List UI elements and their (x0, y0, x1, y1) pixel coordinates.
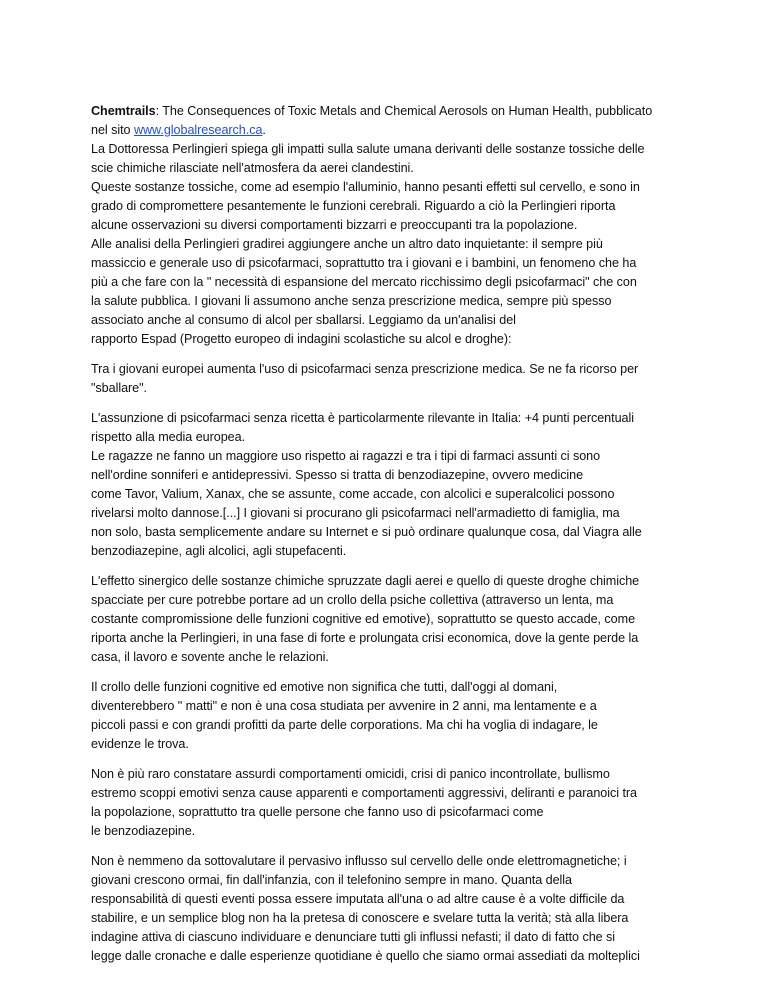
text-line: indagine attiva di ciascuno individuare e denunciare tutti gli influssi nefasti; il dato di fatto che si (91, 930, 616, 944)
text-line: costante compromissione delle funzioni cognitive ed emotive), soprattutto se questo accade, come (91, 612, 636, 626)
text-line: Queste sostanze tossiche, come ad esempio l'alluminio, hanno pesanti effetti sul cervello, e sono in (91, 180, 640, 194)
text-line: Il crollo delle funzioni cognitive ed emotive non significa che tutti, dall'oggi al domani, (91, 680, 558, 694)
text-line: associato anche al consumo di alcol per sballarsi. Leggiamo da un'analisi del (91, 313, 516, 327)
text-line: La Dottoressa Perlingieri spiega gli impatti sulla salute umana derivanti delle sostanze tossiche delle (91, 142, 645, 156)
text-line: Non è più raro constatare assurdi comportamenti omicidi, crisi di panico incontrollate, bullismo (91, 767, 610, 781)
paragraph-gap (91, 349, 681, 360)
text-line: diventerebbero " matti" e non è una cosa studiata per avvenire in 2 anni, ma lentamente e a (91, 699, 597, 713)
text-line: estremo scoppi emotivi senza cause apparenti e comportamenti aggressivi, deliranti e paranoici tra (91, 786, 638, 800)
paragraph-synergy (91, 572, 681, 667)
text-line: scie chimiche rilasciate nell'atmosfera da aerei clandestini. (91, 161, 414, 175)
text-line: la salute pubblica. I giovani li assumono anche senza prescrizione medica, sempre più spesso (91, 294, 612, 308)
text-line: la popolazione, soprattutto tra quelle persone che fanno uso di psicofarmaci come (91, 805, 544, 819)
text-line: Tra i giovani europei aumenta l'uso di psicofarmaci senza prescrizione medica. Se ne fa ricorso per (91, 362, 639, 376)
paragraph-gap (91, 398, 681, 409)
text-line: grado di compromettere pesantemente le funzioni cerebrali. Riguardo a ciò la Perlingieri riporta (91, 199, 616, 213)
paragraph-electromagnetic (91, 852, 681, 966)
text-line: nell'ordine sonniferi e antidepressivi. Spesso si tratta di benzodiazepine, ovvero medicine (91, 468, 584, 482)
text-line: "sballare". (91, 381, 147, 395)
text-line: alcune osservazioni su diversi comportamenti bizzarri e preoccupanti tra la popolazione. (91, 218, 578, 232)
text-line: Le ragazze ne fanno un maggiore uso rispetto ai ragazzi e tra i tipi di farmaci assunti ci sono (91, 449, 601, 463)
paragraph-gap (91, 667, 681, 678)
text-line: L'effetto sinergico delle sostanze chimiche spruzzate dagli aerei e quello di queste droghe chimiche (91, 574, 640, 588)
text-line: evidenze le trova. (91, 737, 189, 751)
paragraph-gap (91, 841, 681, 852)
text-line (91, 121, 681, 140)
document-body (91, 102, 681, 966)
text-line: più a che fare con la " necessità di espansione del mercato ricchissimo degli psicofarmaci" che con (91, 275, 637, 289)
paragraph-intro (91, 102, 681, 349)
text-line: Alle analisi della Perlingieri gradirei aggiungere anche un altro dato inquietante: il sempre più (91, 237, 603, 251)
text-line: piccoli passi e con grandi profitti da parte delle corporations. Ma chi ha voglia di indagare, le (91, 718, 598, 732)
text-line: rispetto alla media europea. (91, 430, 246, 444)
text-line: giovani crescono ormai, fin dall'infanzia, con il telefonino sempre in mano. Quanta della (91, 873, 572, 887)
text-line: rivelarsi molto dannose.[...] I giovani si procurano gli psicofarmaci nell'armadietto di famiglia, ma (91, 506, 620, 520)
text-span: : The Consequences of Toxic Metals and Chemical Aerosols on Human Health, pubblicato (155, 104, 653, 118)
text-line: come Tavor, Valium, Xanax, che se assunte, come accade, con alcolici e superalcolici possono (91, 487, 615, 501)
text-line: legge dalle cronache e dalle esperienze quotidiane è quello che siamo ormai assediati da molteplici (91, 949, 640, 963)
text-line (91, 102, 681, 121)
text-line: L'assunzione di psicofarmaci senza ricetta è particolarmente rilevante in Italia: +4 punti percentuali (91, 411, 634, 425)
paragraph-behaviors (91, 765, 681, 841)
paragraph-gap (91, 754, 681, 765)
text-line: le benzodiazepine. (91, 824, 196, 838)
text-line: benzodiazepine, agli alcolici, agli stupefacenti. (91, 544, 347, 558)
globalresearch-link[interactable]: www.globalresearch.ca (133, 123, 263, 137)
text-span: nel sito (91, 123, 134, 137)
text-line: Non è nemmeno da sottovalutare il pervasivo influsso sul cervello delle onde elettromagnetiche; i (91, 854, 627, 868)
text-line: non solo, basta semplicemente andare su Internet e si può ordinare qualunque cosa, dal Viagra alle (91, 525, 642, 539)
paragraph-gap (91, 561, 681, 572)
text-line: rapporto Espad (Progetto europeo di indagini scolastiche su alcol e droghe): (91, 332, 512, 346)
text-line: stabilire, e un semplice blog non ha la pretesa di conoscere e svelare tutta la verità; stà alla libera (91, 911, 629, 925)
text-line: spacciate per cure potrebbe portare ad un crollo della psiche collettiva (attraverso un lenta, ma (91, 593, 614, 607)
text-line: massiccio e generale uso di psicofarmaci, soprattutto tra i giovani e i bambini, un fenomeno che ha (91, 256, 637, 270)
chemtrails-title: Chemtrails (91, 104, 156, 118)
paragraph-espad-headline (91, 360, 681, 398)
text-line: responsabilità di questi eventi possa essere imputata all'una o ad altre cause è a volte difficile da (91, 892, 625, 906)
text-line: casa, il lavoro e sovente anche le relazioni. (91, 650, 329, 664)
paragraph-cognitive-collapse (91, 678, 681, 754)
paragraph-espad-detail (91, 409, 681, 561)
text-line: riporta anche la Perlingieri, in una fase di forte e prolungata crisi economica, dove la gente perde la (91, 631, 639, 645)
text-span: . (262, 123, 266, 137)
